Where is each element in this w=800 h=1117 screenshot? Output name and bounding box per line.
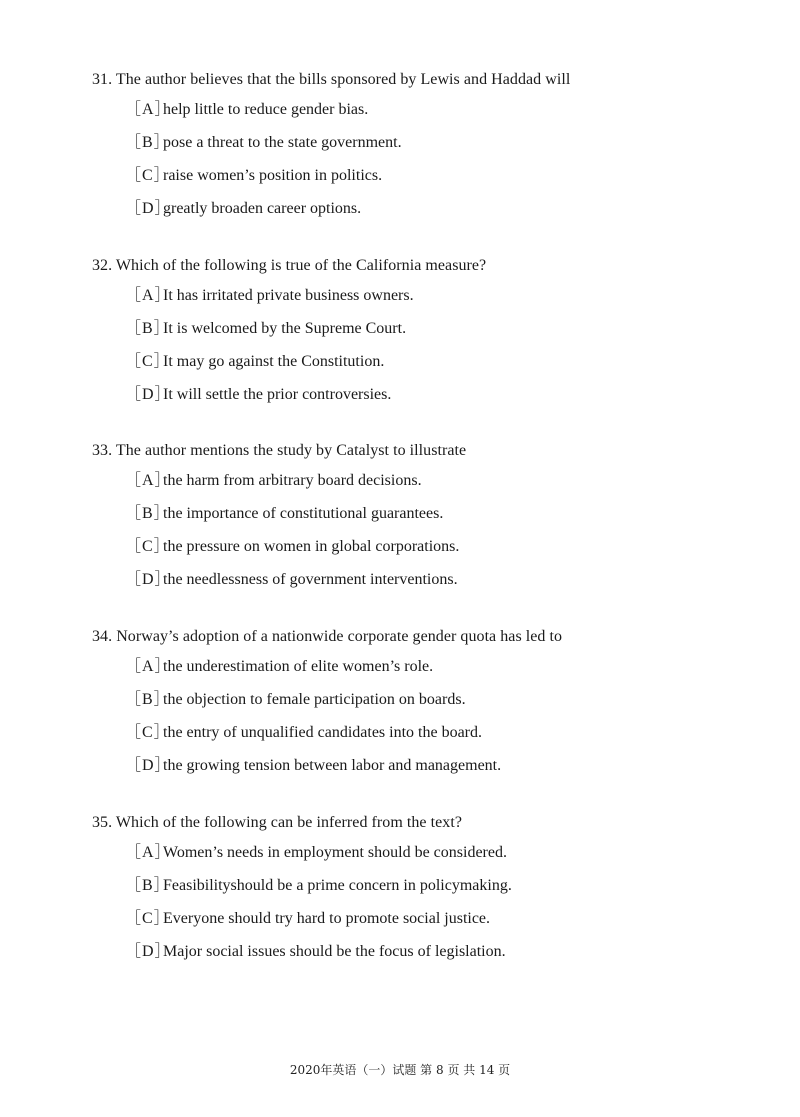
option-key: ［C］: [125, 167, 171, 184]
option-text: Everyone should try hard to promote social justice.: [163, 910, 491, 927]
option-key: ［B］: [125, 877, 171, 894]
question-stem: 31. The author believes that the bills sponsored by Lewis and Haddad will: [92, 71, 571, 88]
option-b: [92, 500, 772, 533]
option-key: ［B］: [125, 691, 171, 708]
option-b: [92, 872, 772, 905]
option-key: ［D］: [125, 757, 172, 774]
option-a: [92, 839, 772, 872]
question-stem: 33. The author mentions the study by Catalyst to illustrate: [92, 442, 467, 459]
option-text: the growing tension between labor and management.: [163, 757, 502, 774]
question-stem: 35. Which of the following can be inferred from the text?: [92, 814, 462, 831]
option-key: ［C］: [125, 353, 171, 370]
option-a: [92, 282, 772, 315]
option-text: raise women’s position in politics.: [163, 167, 383, 184]
option-text: the objection to female participation on boards.: [163, 691, 466, 708]
question-stem: 32. Which of the following is true of the California measure?: [92, 257, 487, 274]
option-d: [92, 752, 772, 785]
option-text: the entry of unqualified candidates into the board.: [163, 724, 483, 741]
option-c: [92, 348, 772, 381]
option-key: ［A］: [125, 472, 172, 489]
option-text: It may go against the Constitution.: [163, 353, 385, 370]
option-a: [92, 96, 772, 129]
option-text: help little to reduce gender bias.: [163, 101, 369, 118]
question-33: [92, 441, 772, 599]
question-35: [92, 813, 772, 971]
option-text: Feasibilityshould be a prime concern in policymaking.: [163, 877, 512, 894]
option-b: [92, 686, 772, 719]
question-31: [92, 70, 772, 228]
option-key: ［C］: [125, 538, 171, 555]
option-key: ［D］: [125, 200, 172, 217]
option-key: ［D］: [125, 943, 172, 960]
option-a: [92, 467, 772, 500]
option-key: ［D］: [125, 386, 172, 403]
option-text: Women’s needs in employment should be considered.: [163, 844, 507, 861]
option-text: greatly broaden career options.: [163, 200, 362, 217]
option-key: ［A］: [125, 287, 172, 304]
option-c: [92, 533, 772, 566]
option-text: It will settle the prior controversies.: [163, 386, 392, 403]
option-key: ［A］: [125, 844, 172, 861]
option-text: pose a threat to the state government.: [163, 134, 402, 151]
option-key: ［D］: [125, 571, 172, 588]
question-stem: 34. Norway’s adoption of a nationwide corporate gender quota has led to: [92, 628, 563, 645]
option-d: [92, 381, 772, 414]
option-a: [92, 653, 772, 686]
option-d: [92, 195, 772, 228]
option-c: [92, 162, 772, 195]
question-32: [92, 256, 772, 414]
page-footer: 2020年英语（一）试题 第 8 页 共 14 页: [289, 1063, 511, 1077]
option-text: the underestimation of elite women’s role.: [163, 658, 434, 675]
option-text: the importance of constitutional guarantees.: [163, 505, 444, 522]
option-text: It is welcomed by the Supreme Court.: [163, 320, 407, 337]
option-key: ［B］: [125, 505, 171, 522]
option-text: It has irritated private business owners.: [163, 287, 414, 304]
option-key: ［A］: [125, 101, 172, 118]
option-text: the harm from arbitrary board decisions.: [163, 472, 422, 489]
option-b: [92, 129, 772, 162]
option-text: Major social issues should be the focus of legislation.: [163, 943, 506, 960]
option-b: [92, 315, 772, 348]
question-34: [92, 627, 772, 785]
option-text: the needlessness of government interventions.: [163, 571, 458, 588]
option-key: ［B］: [125, 134, 171, 151]
option-c: [92, 719, 772, 752]
option-text: the pressure on women in global corporations.: [163, 538, 460, 555]
option-d: [92, 938, 772, 971]
option-key: ［A］: [125, 658, 172, 675]
option-c: [92, 905, 772, 938]
option-key: ［C］: [125, 724, 171, 741]
option-key: ［C］: [125, 910, 171, 927]
option-key: ［B］: [125, 320, 171, 337]
option-d: [92, 566, 772, 599]
